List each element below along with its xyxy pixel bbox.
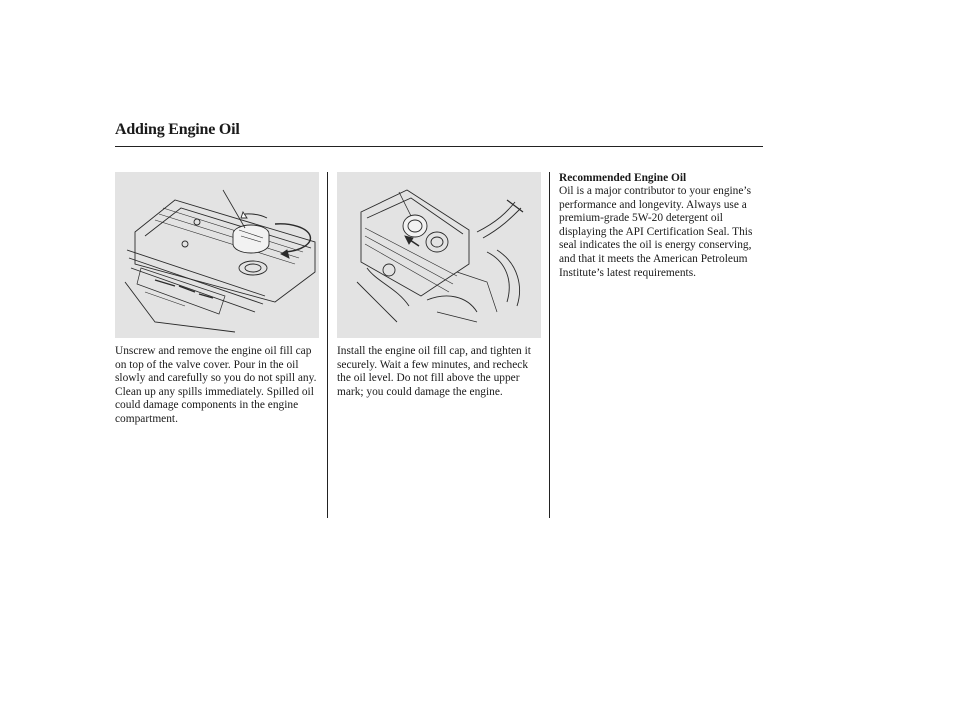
column-divider [549, 172, 550, 518]
page-title: Adding Engine Oil [115, 121, 240, 138]
engine-oil-fill-cap-install-icon [337, 172, 541, 338]
recommended-oil-text: Oil is a major contributor to your engine’s performance and longevity. Always use a premium-grade 5W-20 detergent oil displaying the API Certification Seal. This seal indicates the oil is energy conserving, and that it meets the American Petroleum Institute’s latest requirements. [559, 185, 753, 279]
recommended-oil-heading: Recommended Engine Oil [559, 172, 687, 184]
step-install-cap-text: Install the engine oil fill cap, and tighten it securely. Wait a few minutes, and recheck the oil level. Do not fill above the upper mark; you could damage the engine. [337, 345, 531, 398]
step-remove-cap-text: Unscrew and remove the engine oil fill cap on top of the valve cover. Pour in the oil slowly and carefully so you do not spill any. Clean up any spills immediately. Spilled oil could damage components in the engine compartment. [115, 345, 317, 425]
engine-oil-fill-cap-removal-icon [115, 172, 319, 338]
column-divider [327, 172, 328, 518]
oil-cap-removal-figure [115, 172, 319, 338]
oil-cap-install-figure [337, 172, 541, 338]
title-divider [115, 146, 763, 147]
